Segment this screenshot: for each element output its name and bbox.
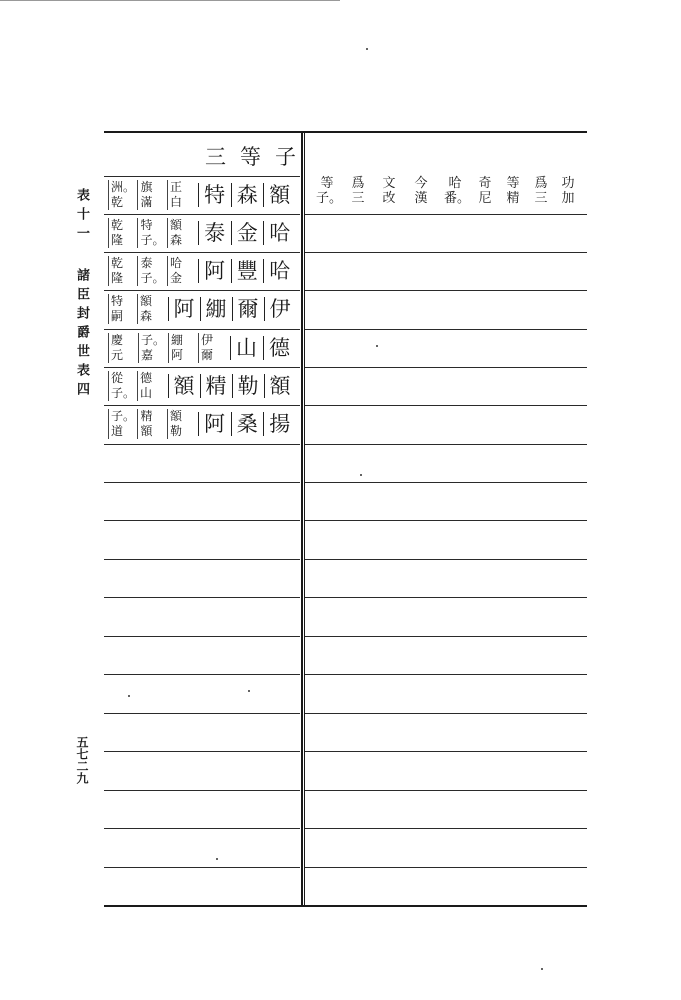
entry-row xyxy=(108,406,294,442)
note-column: 乾 隆 xyxy=(108,218,137,248)
note-column: 額 森 xyxy=(167,218,196,248)
row-rule xyxy=(305,636,587,637)
name-char: 金 xyxy=(231,221,262,245)
row-rule xyxy=(305,520,587,521)
side-title: 表十一 xyxy=(74,188,89,245)
column-divider xyxy=(301,131,303,907)
row-rule xyxy=(305,674,587,675)
row-rule xyxy=(104,751,300,752)
rank-heading: 三等子 xyxy=(205,145,310,169)
remark-column: 哈 番。 xyxy=(444,176,471,206)
row-rule xyxy=(104,444,300,445)
name-char: 森 xyxy=(231,183,262,207)
name-char: 精 xyxy=(200,374,230,398)
remark-column: 文 改 xyxy=(382,176,396,206)
name-char: 綳 xyxy=(200,297,230,321)
speck xyxy=(366,48,368,50)
note-column: 旗 滿 xyxy=(137,180,166,210)
name-char: 豐 xyxy=(231,259,262,283)
row-rule xyxy=(305,713,587,714)
name-char: 爾 xyxy=(232,297,262,321)
note-column: 哈 金 xyxy=(167,256,196,286)
note-column: 洲。 乾 xyxy=(108,180,137,210)
row-rule xyxy=(104,713,300,714)
note-column: 綳 阿 xyxy=(168,333,198,363)
name-char: 阿 xyxy=(198,412,229,436)
row-rule xyxy=(305,367,587,368)
note-column: 子。 嘉 xyxy=(138,333,168,363)
remark-column: 等 精 xyxy=(506,176,520,206)
row-rule xyxy=(104,520,300,521)
row-rule xyxy=(104,828,300,829)
note-column: 額 勒 xyxy=(167,409,196,439)
table-bottom-rule xyxy=(104,905,587,907)
note-column: 正 白 xyxy=(167,180,196,210)
name-char: 額 xyxy=(168,374,198,398)
remark-column: 等 子。 xyxy=(316,176,343,206)
entry-row xyxy=(108,253,294,289)
row-rule xyxy=(104,674,300,675)
row-rule xyxy=(104,482,300,483)
name-char: 伊 xyxy=(264,297,294,321)
entry-row xyxy=(108,291,294,327)
name-char: 阿 xyxy=(198,259,229,283)
row-rule xyxy=(104,790,300,791)
speck xyxy=(360,474,362,476)
entry-row xyxy=(108,177,294,213)
name-char: 哈 xyxy=(263,259,294,283)
row-rule xyxy=(305,214,587,215)
note-column: 特 子。 xyxy=(137,218,166,248)
speck xyxy=(541,968,543,970)
entry-row xyxy=(108,368,294,404)
remark-column: 功 加 xyxy=(561,176,575,206)
speck xyxy=(376,345,378,347)
remark-column: 奇 尼 xyxy=(478,176,492,206)
note-column: 伊 爾 xyxy=(198,333,228,363)
note-column: 從 子。 xyxy=(108,371,137,401)
row-rule xyxy=(305,444,587,445)
note-column: 子。 道 xyxy=(108,409,137,439)
note-column: 慶 元 xyxy=(108,333,138,363)
side-subtitle: 諸臣封爵世表四 xyxy=(74,268,89,401)
row-rule xyxy=(104,559,300,560)
row-rule xyxy=(104,636,300,637)
page-number: 五七二九 xyxy=(75,736,89,784)
row-rule xyxy=(305,790,587,791)
row-rule xyxy=(305,597,587,598)
note-column: 精 額 xyxy=(137,409,166,439)
name-char: 阿 xyxy=(168,297,198,321)
speck xyxy=(248,690,250,692)
row-rule xyxy=(305,290,587,291)
row-rule xyxy=(305,867,587,868)
entry-row xyxy=(108,330,294,366)
name-char: 哈 xyxy=(263,221,294,245)
top-edge-rule xyxy=(0,0,340,1)
row-rule xyxy=(305,559,587,560)
entry-row xyxy=(108,215,294,251)
row-rule xyxy=(104,597,300,598)
name-char: 山 xyxy=(230,336,261,360)
name-char: 額 xyxy=(263,183,294,207)
row-rule xyxy=(305,252,587,253)
note-column: 額 森 xyxy=(137,294,166,324)
name-char: 特 xyxy=(198,183,229,207)
row-rule xyxy=(305,329,587,330)
remark-column: 今 漢 xyxy=(414,176,428,206)
remark-column: 爲 三 xyxy=(351,176,365,206)
note-column: 特 嗣 xyxy=(108,294,137,324)
row-rule xyxy=(305,405,587,406)
row-rule xyxy=(305,751,587,752)
table-top-rule xyxy=(104,131,587,133)
name-char: 揚 xyxy=(263,412,294,436)
note-column: 泰 子。 xyxy=(137,256,166,286)
speck xyxy=(128,695,130,697)
row-rule xyxy=(305,482,587,483)
speck xyxy=(216,858,218,860)
note-column: 德 山 xyxy=(137,371,166,401)
name-char: 桑 xyxy=(231,412,262,436)
row-rule xyxy=(305,828,587,829)
note-column: 乾 隆 xyxy=(108,256,137,286)
name-char: 額 xyxy=(264,374,294,398)
row-rule xyxy=(104,867,300,868)
name-char: 泰 xyxy=(198,221,229,245)
remark-column: 爲 三 xyxy=(534,176,548,206)
name-char: 勒 xyxy=(232,374,262,398)
name-char: 德 xyxy=(263,336,294,360)
